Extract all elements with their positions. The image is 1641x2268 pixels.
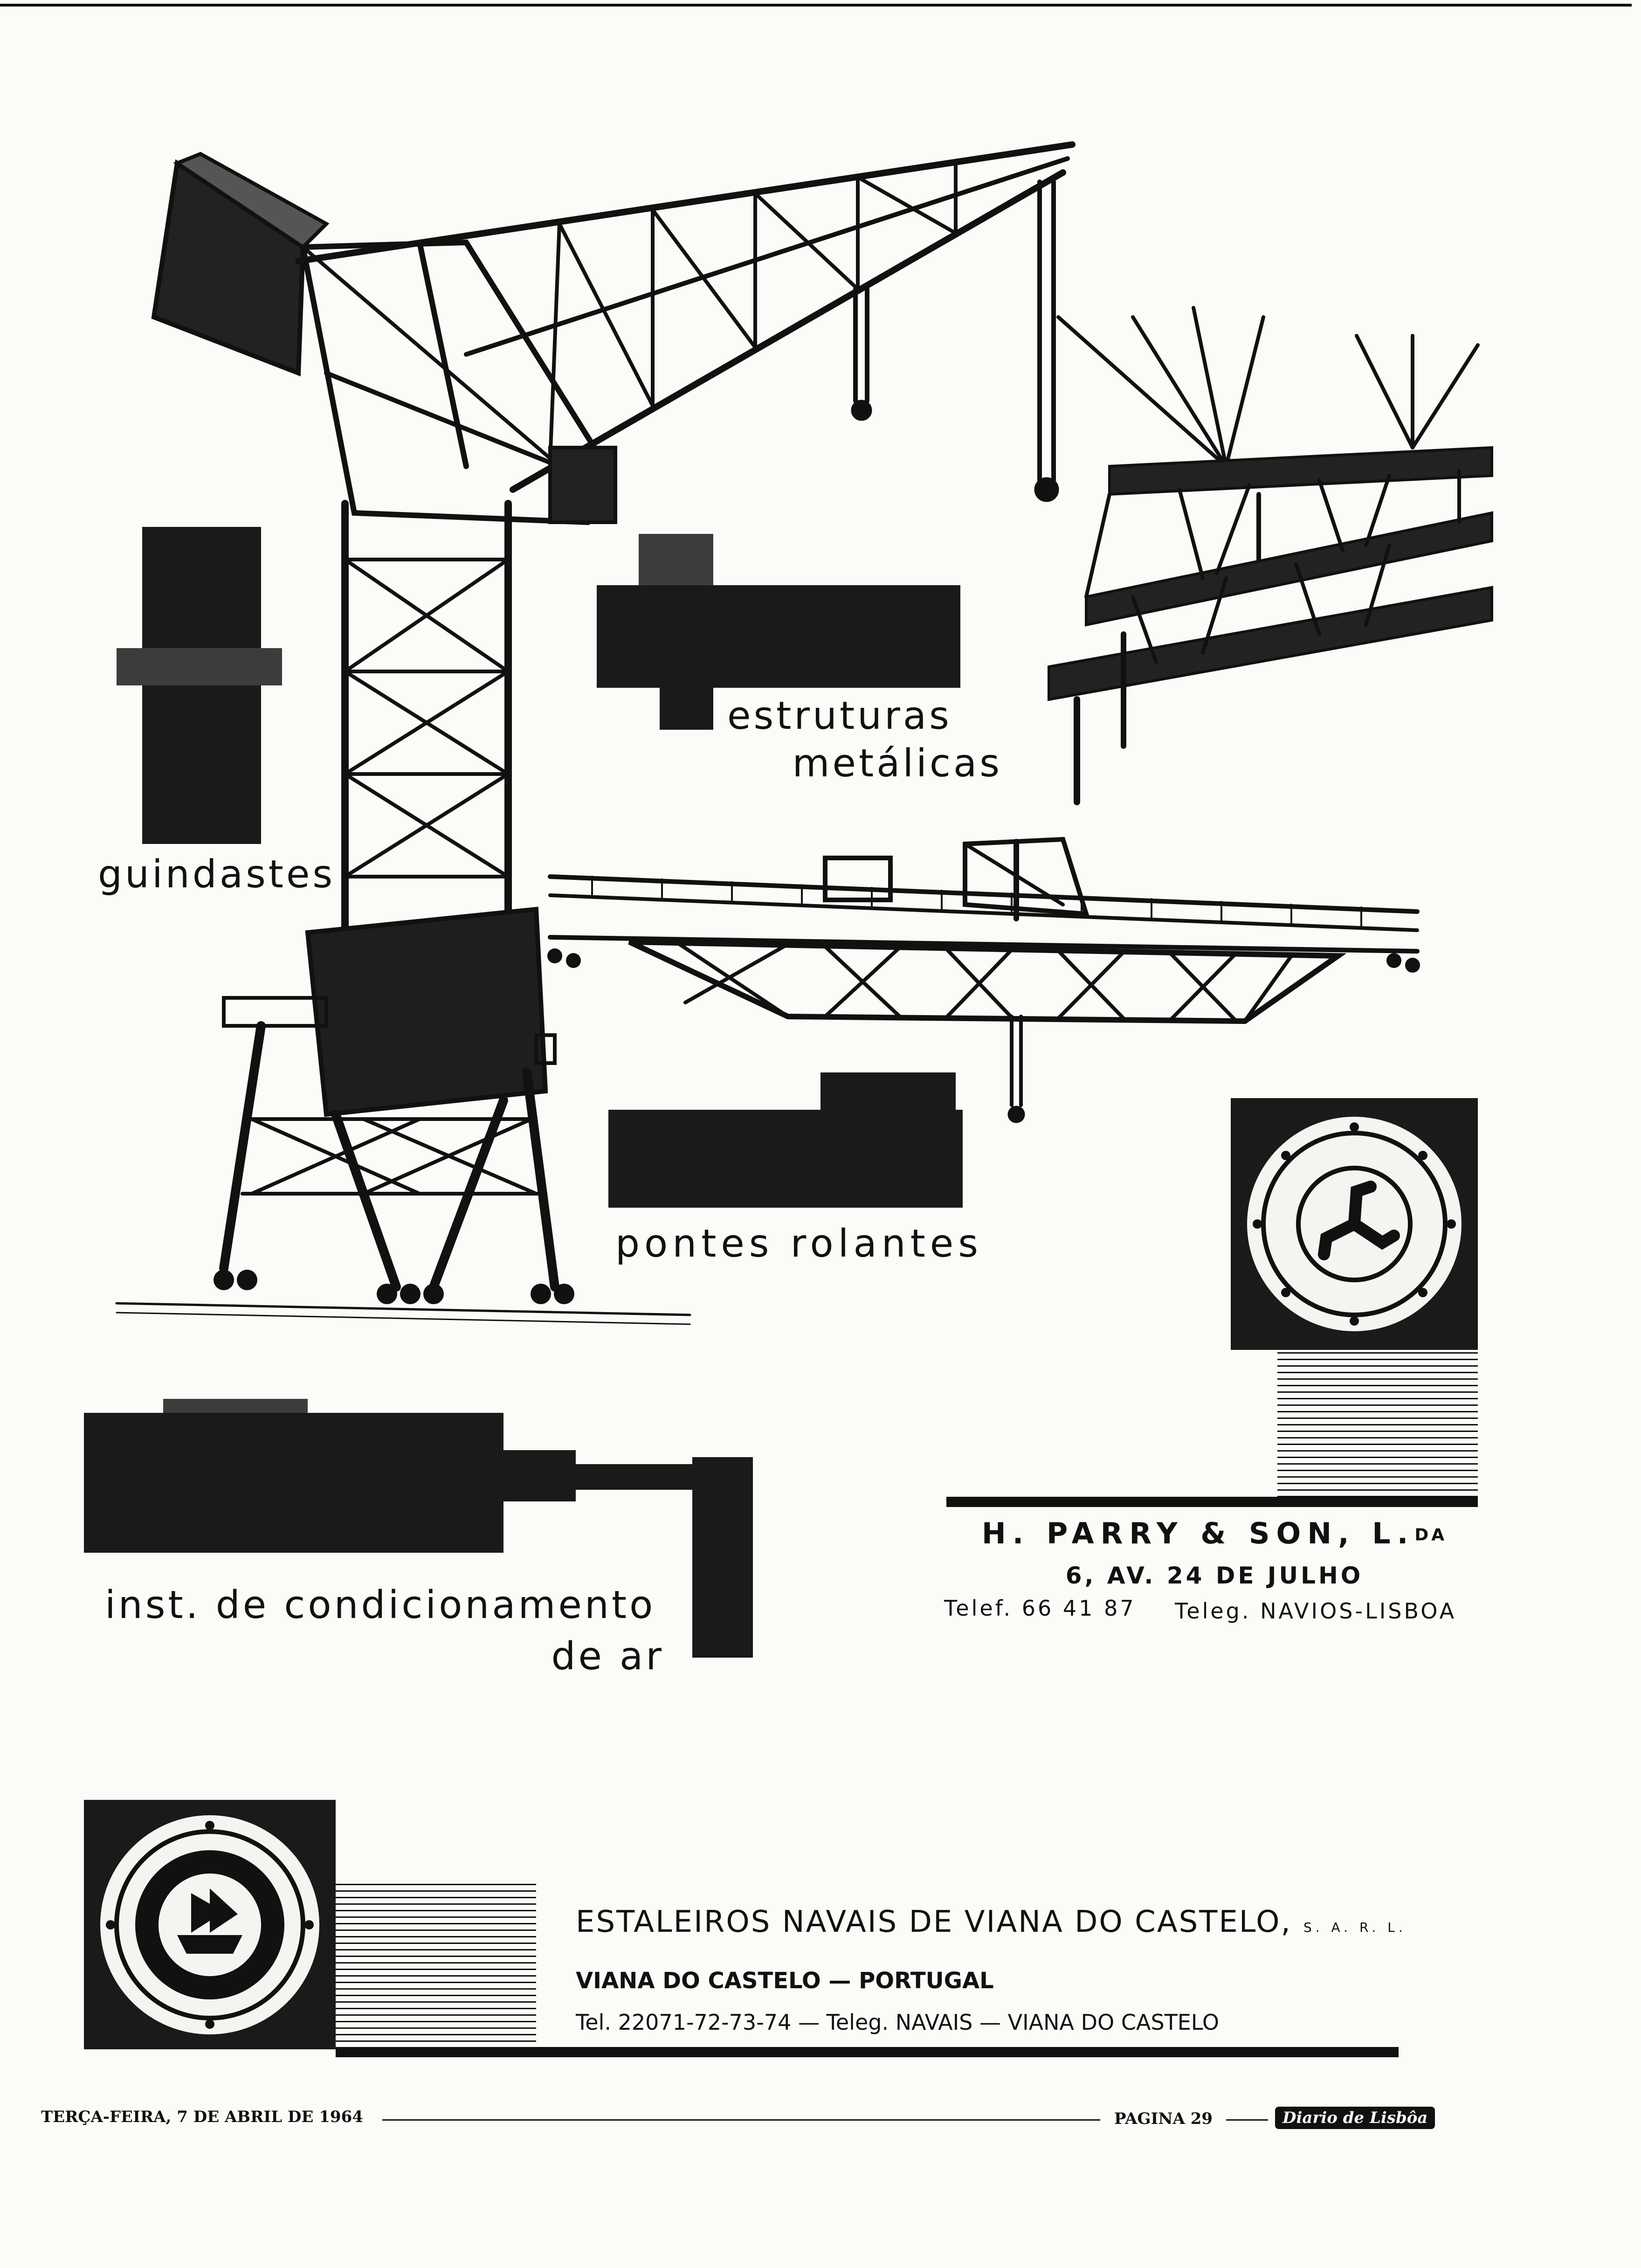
structures-label-1: estruturas	[727, 694, 952, 738]
structures-block	[597, 585, 960, 688]
footer-masthead: Diario de Lisbôa	[1275, 2107, 1435, 2129]
cranes-block-accent	[117, 648, 282, 685]
footer-page: PAGINA 29	[1114, 2109, 1213, 2128]
envc-company-suffix: S. A. R. L.	[1303, 1920, 1407, 1935]
parry-telegraph: Teleg. NAVIOS-LISBOA	[1175, 1598, 1457, 1624]
parry-hatch	[1277, 1352, 1478, 1501]
parry-company-suffix: DA	[1414, 1525, 1448, 1545]
parry-company	[970, 1516, 1459, 1550]
aircon-block-mid	[501, 1450, 576, 1501]
structures-label-2: metálicas	[792, 741, 1002, 786]
envc-emblem	[84, 1800, 336, 2049]
aircon-label-1: inst. de condicionamento	[105, 1583, 656, 1627]
aircon-block-pillar	[692, 1457, 753, 1658]
envc-hatch	[336, 1884, 536, 2042]
parry-address: 6, AV. 24 DE JULHO	[1065, 1562, 1364, 1589]
envc-location: VIANA DO CASTELO — PORTUGAL	[576, 1968, 994, 1994]
structures-block-accent	[639, 534, 713, 585]
parry-phone: Telef. 66 41 87	[944, 1596, 1136, 1621]
aircon-block-bar	[573, 1464, 695, 1490]
structures-block-tab	[660, 688, 713, 730]
parry-emblem	[1231, 1098, 1478, 1350]
parry-rule	[946, 1497, 1478, 1507]
aircon-block	[84, 1413, 503, 1553]
envc-company	[576, 1905, 1407, 1939]
envc-company-name: ESTALEIROS NAVAIS DE VIANA DO CASTELO,	[576, 1905, 1292, 1939]
cranes-label: guindastes	[98, 852, 336, 897]
cranes-block	[142, 527, 261, 844]
aircon-label-2: de ar	[551, 1634, 664, 1679]
envc-contact: Tel. 22071-72-73-74 — Teleg. NAVAIS — VIANA DO CASTELO	[576, 2010, 1220, 2035]
footer-date: TERÇA-FEIRA, 7 DE ABRIL DE 1964	[41, 2108, 363, 2126]
bridges-label: pontes rolantes	[615, 1222, 983, 1266]
footer-rule-left	[382, 2119, 1100, 2121]
bridge-crane-illustration	[545, 825, 1427, 1124]
truss-illustration	[1040, 298, 1506, 807]
envc-rule	[336, 2047, 1399, 2057]
footer-rule-right	[1226, 2119, 1268, 2121]
bridges-block	[608, 1110, 963, 1208]
parry-company-name: H. PARRY & SON, L.	[981, 1516, 1415, 1550]
